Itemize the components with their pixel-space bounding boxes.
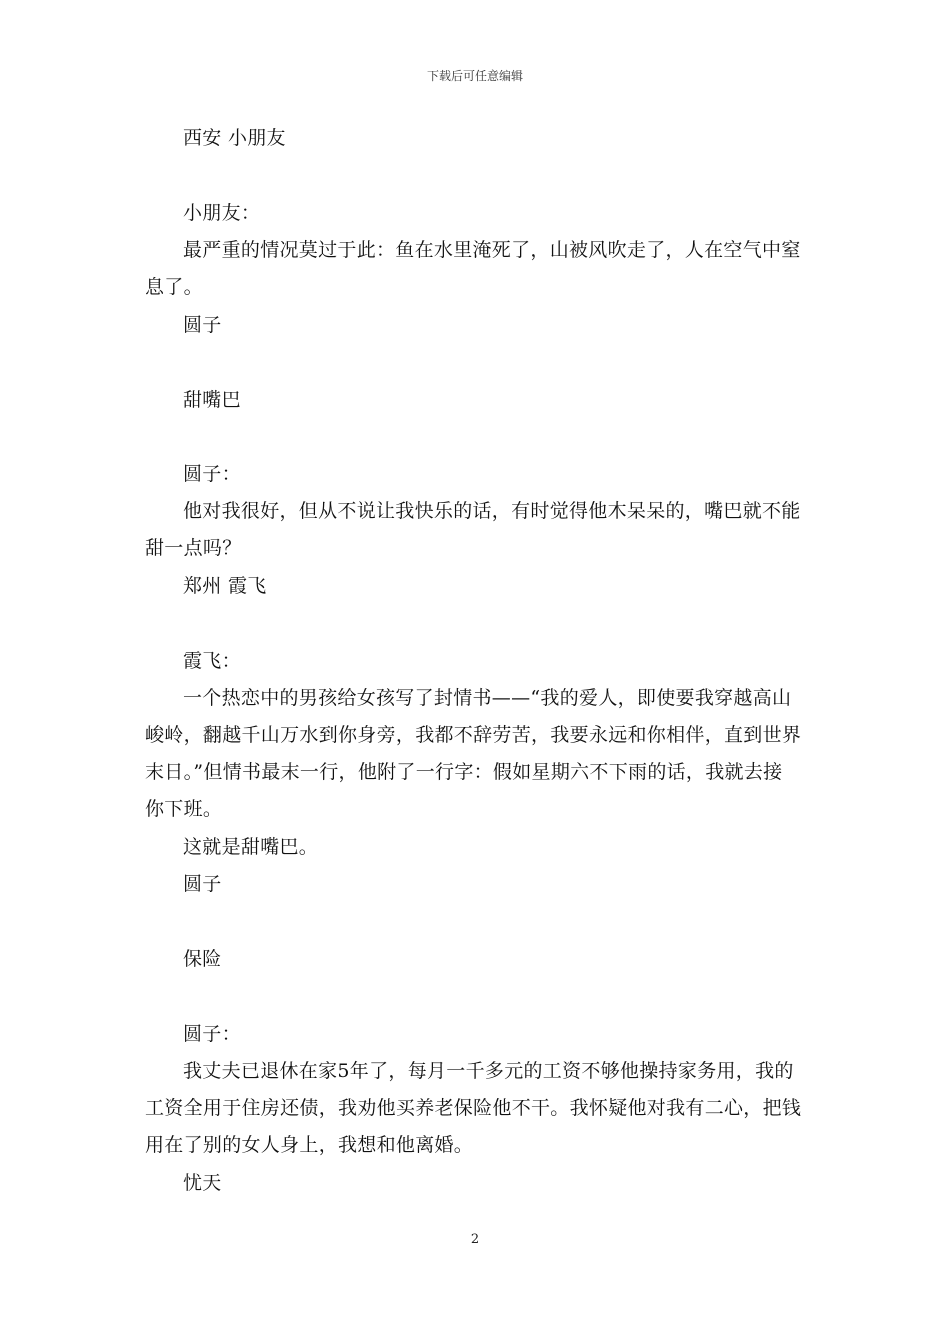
text-line: 工资全用于住房还债，我劝他买养老保险他不干。我怀疑他对我有二心，把钱 — [145, 1097, 802, 1119]
page-number: 2 — [470, 1232, 480, 1247]
text-line: 甜一点吗？ — [145, 537, 242, 559]
text-line: 西安 小朋友 — [183, 127, 286, 149]
text-line: 保险 — [183, 948, 222, 970]
text-line: 用在了别的女人身上，我想和他离婚。 — [145, 1134, 474, 1156]
text-line: 最严重的情况莫过于此：鱼在水里淹死了，山被风吹走了，人在空气中窒 — [183, 239, 801, 261]
text-line: 圆子 — [183, 873, 222, 895]
text-line: 你下班。 — [145, 798, 223, 820]
text-line: 我丈夫已退休在家5年了，每月一千多元的工资不够他操持家务用，我的 — [183, 1060, 794, 1082]
text-line: 峻岭，翻越千山万水到你身旁，我都不辞劳苦，我要永远和你相伴，直到世界 — [145, 724, 802, 746]
text-line: 这就是甜嘴巴。 — [183, 836, 319, 858]
text-line: 他对我很好，但从不说让我快乐的话，有时觉得他木呆呆的，嘴巴就不能 — [183, 500, 801, 522]
text-line: 一个热恋中的男孩给女孩写了封情书——“我的爱人，即使要我穿越高山 — [183, 687, 792, 709]
text-line: 郑州 霞飞 — [183, 575, 267, 597]
page-header: 下载后可任意编辑 — [426, 69, 523, 83]
text-line: 小朋友： — [183, 202, 261, 224]
text-line: 圆子： — [183, 1023, 241, 1045]
text-line: 圆子 — [183, 314, 222, 336]
text-line: 忧天 — [183, 1172, 222, 1194]
text-line: 息了。 — [145, 276, 203, 298]
text-line: 霞飞： — [183, 650, 241, 672]
text-line: 末日。”但情书最末一行，他附了一行字：假如星期六不下雨的话，我就去接 — [145, 761, 783, 783]
text-line: 圆子： — [183, 463, 241, 485]
text-line: 甜嘴巴 — [183, 389, 241, 411]
